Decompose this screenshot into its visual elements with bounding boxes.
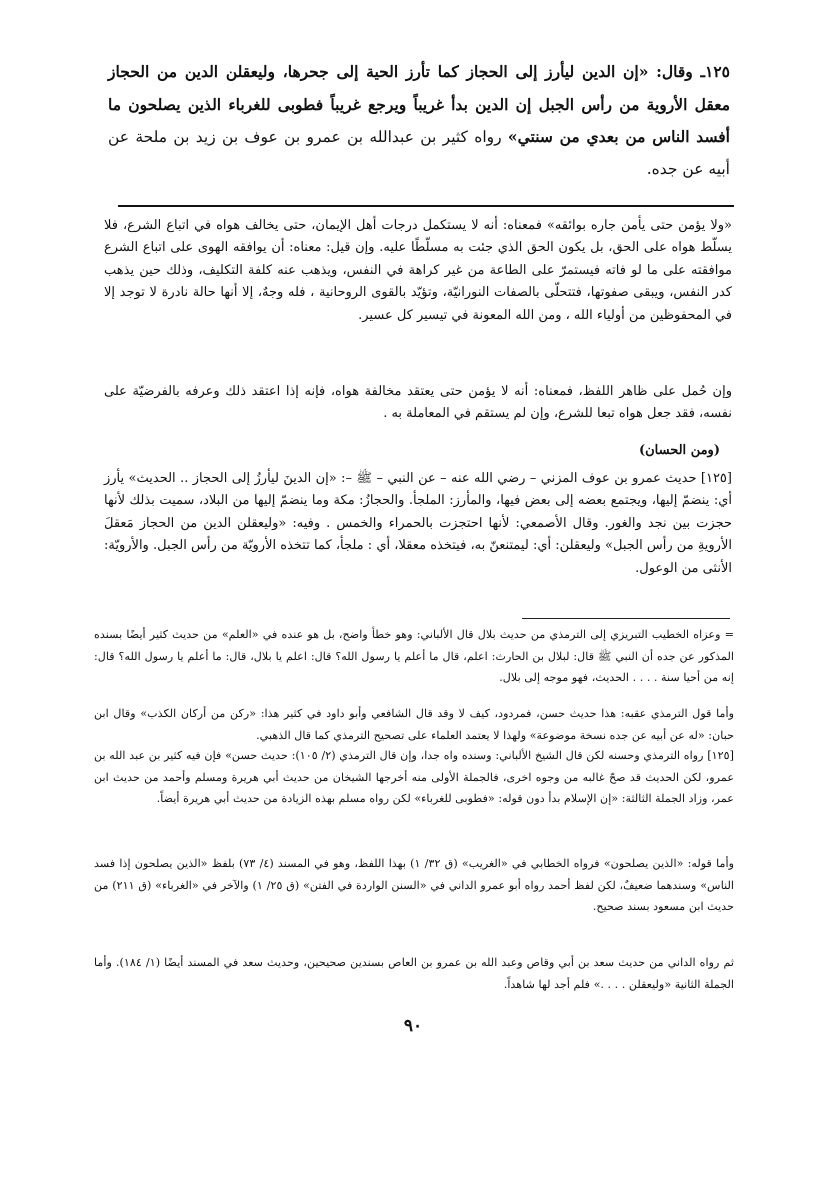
page-number: ٩٠: [403, 1016, 423, 1036]
footnote-3: [١٢٥] رواه الترمذي وحسنه لكن قال الشيخ الألباني: وسنده واه جدا، وإن قال الترمذي (٢/ ١٠٥): حديث حسن» فإن فيه كثير بن عبد الله بن عمرو، لكن الحديث قد صحّ غالبه من وجوه اخرى، فالجملة الأولى منه أخرجها الشيخان من حديث أبي هريرة ومسلم وأحمد من حديث ابن عمر، وزاد الجملة الثالثة: «إن الإسلام بدأ دون قوله: «فطوبى للغرباء» لكن رواه مسلم بهذه الزيادة من حديث أبي هريرة أيضاً.: [94, 749, 734, 806]
footnote-4: وأما قوله: «الذين يصلحون» فرواه الخطابي في «الغريب» (ق ٣٢/ ١) بهذا اللفظ، وهو في المسند (٤/ ٧٣) بلفظ «الذين يصلحون إذا فسد الناس» وسندهما ضعيفٌ، لكن لفظ أحمد رواه أبو عمرو الداني في «السنن الواردة في الفتن» (ق ٢٥/ ١) والآخر في «الغرباء» (ق ٢١١) من حديث ابن مسعود بسند صحيح.: [94, 857, 734, 914]
section-heading: (ومن الحسان): [638, 443, 720, 458]
hadith-text: [108, 56, 730, 185]
hadith-narration: رواه كثير بن عبدالله بن عمرو بن عوف بن زيد بن ملحة عن أبيه عن جده.: [108, 128, 730, 178]
commentary-paragraph-2: وإن حُمل على ظاهر اللفظ، فمعناه: أنه لا يؤمن حتى يعتقد مخالفة هواه، فإنه إذا اعتقد ذلك وعرفه بالفرضيّة على نفسه، فقد جعل هواه تبعا للشرع، وإن لم يستقم في المعاملة به .: [104, 384, 732, 422]
footnote-5: ثم رواه الداني من حديث سعد بن أبي وقاص وعبد الله بن عمرو بن العاص بسندين صحيحين، وحديث سعد في المسند أيضًا (١/ ١٨٤). وأما الجملة الثانية «وليعقلن . . . .» فلم أجد لها شاهداً.: [94, 956, 735, 991]
main-divider: [118, 205, 734, 207]
commentary-paragraph-3: [١٢٥] حديث عمرو بن عوف المزني – رضي الله عنه – عن النبي – ﷺ –: «إن الدينَ ليأرزُ إلى الحجاز .. الحديث» يأرز أي: ينضمّ إليها، ويجتمع بعضه إلى بعض فيها، والمأرز: الملجأ. والحجازُ: مكة وما ينضمّ إليها من البلاد، سميت بذلك لأنها حجزت بين نجد والغور. وقال الأصمعي: لأنها احتجزت بالحمراء والخمس . وفيه: «وليعقلن الدين من الحجاز مَعقلَ الأرويةِ من رأس الجبل» وليعقلن: أي: ليمتنعنّ به، فيتخذه معقلا، أي : ملجأ، كما تتخذه الأرويّة من رأس الجبل. والأرويّة: الأنثى من الوعول.: [104, 471, 732, 576]
footnote-1: = وعزاه الخطيب التبريزي إلى الترمذي من حديث بلال قال الألباني: وهو خطأ واضح، بل هو عنده في «العلم» من حديث كثير أيضًا بسنده المذكور عن جده أن النبي ﷺ قال: لبلال بن الحارث: اعلم، قال ما أعلم يا رسول الله؟ قال: اعلم يا بلال، قال: ما أعلم يا رسول الله؟ قال: إنه من أحيا سنة . . . . الحديث، فهو موجه إلى بلال.: [94, 628, 734, 685]
footnote-2: وأما قول الترمذي عقبه: هذا حديث حسن، فمردود، كيف لا وقد قال الشافعي وأبو داود في كثير هذا: «ركن من أركان الكذب» وقال ابن حبان: «له عن أبيه عن جده نسخة موضوعة» ولهذا لا يعتمد العلماء على تصحيح الترمذي كما قال الذهبي.: [94, 707, 734, 742]
footnote-separator: [522, 618, 730, 619]
hadith-bold-text: ١٢٥ـ وقال: «إن الدين ليأرز إلى الحجاز كما تأرز الحية إلى جحرها، وليعقلن الدين من الحجاز معقل الأروية من رأس الجبل إن الدين بدأ غريباً ويرجع غريباً فطوبى للغرباء الذين يصلحون ما أفسد الناس من بعدي من سنتي»: [108, 62, 730, 146]
commentary-paragraph-1: «ولا يؤمن حتى يأمن جاره بوائقه» فمعناه: أنه لا يستكمل درجات أهل الإيمان، حتى يخالف هواه في اتباع الشرع، فلا يسلّط هواه على الحق، بل يكون الحق الذي جئت به مسلّطًا عليه. وإن قيل: معناه: أن يوافقه الهوى على اتباع الشرع موافقته على ما لو فاته فيستمرّ على الطاعة من غير كراهة في النفس، ويذهب عنه كلفة التكليف، وذلك حين يذهب كدر النفس، ويبقى صفوتها، فتتحلّى بالصفات النورانيّة، وتؤيّد بالقوى الروحانية ، فله وجهٌ، إلا أنها حالة نادرة لا توجد إلا في المحفوظين من أولياء الله ، ومن الله المعونة في تيسير كل عسير.: [104, 218, 732, 323]
